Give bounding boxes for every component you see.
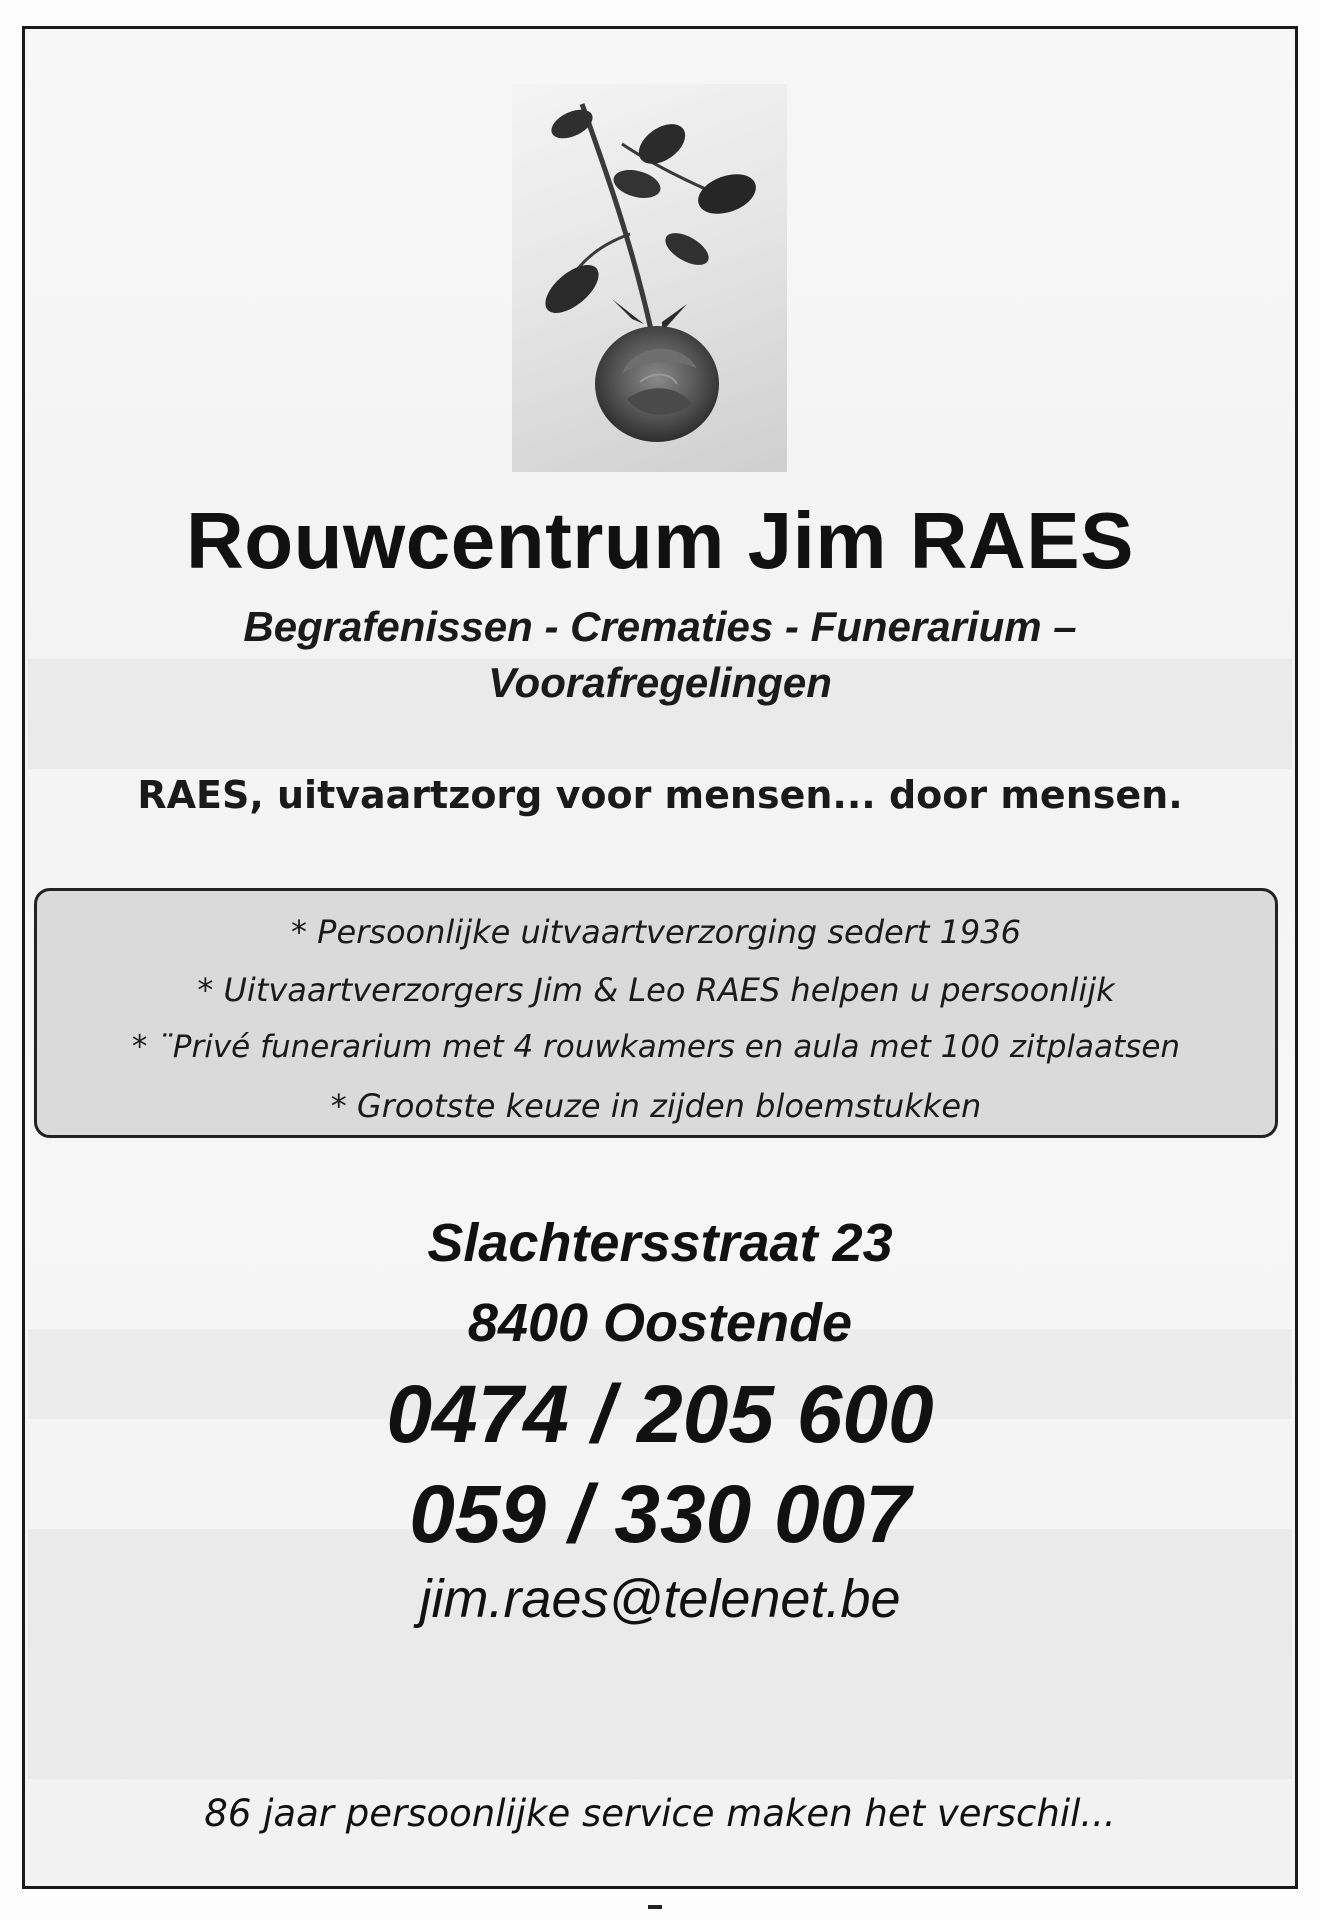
feature-box	[34, 888, 1278, 1138]
services-text	[0, 599, 1320, 711]
rose-photo	[512, 84, 787, 472]
rose-icon	[512, 84, 787, 472]
street-address: Slachtersstraat 23	[427, 1213, 893, 1273]
feature-item: * Uitvaartverzorgers Jim & Leo RAES helpen u persoonlijk	[197, 971, 1115, 1009]
mobile-phone: 0474 / 205 600	[386, 1369, 934, 1460]
tagline: RAES, uitvaartzorg voor mensen... door mensen.	[137, 773, 1183, 817]
landline-phone: 059 / 330 007	[409, 1469, 911, 1560]
feature-item: * ¨Privé funerarium met 4 rouwkamers en aula met 100 zitplaatsen	[131, 1029, 1181, 1065]
email-address: jim.raes@telenet.be	[419, 1569, 901, 1629]
page-mark	[648, 1905, 662, 1919]
services-line: Voorafregelingen	[488, 659, 832, 706]
bleed-through-band	[28, 1529, 1292, 1779]
feature-item: * Grootste keuze in zijden bloemstukken	[330, 1087, 982, 1125]
feature-item: * Persoonlijke uitvaartverzorging sedert 1936	[290, 913, 1021, 951]
business-title: Rouwcentrum Jim RAES	[186, 496, 1134, 585]
footer-slogan: 86 jaar persoonlijke service maken het verschil...	[204, 1792, 1116, 1835]
services-line: Begrafenissen - Crematies - Funerarium –	[243, 603, 1077, 650]
city-address: 8400 Oostende	[467, 1293, 853, 1353]
